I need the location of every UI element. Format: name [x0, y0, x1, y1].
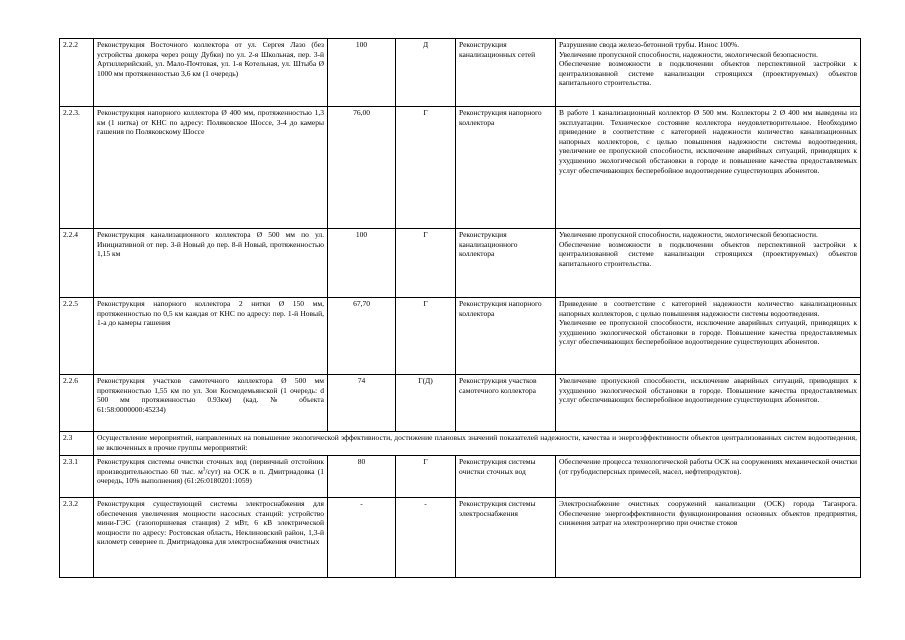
- item-justification: [556, 229, 861, 298]
- item-measure-name: Реконструкция участков самотечного коллектора: [456, 375, 556, 432]
- item-category: -: [396, 498, 456, 578]
- item-measure-name: Реконструкция системы очистки сточных вод: [456, 456, 556, 498]
- justification-paragraph: Обеспечение возможности в подключении объектов перспективной застройки к централизованной системе канализации строящихся (проектируемых) объектов капитального строительства.: [559, 59, 857, 88]
- item-cost: 76,00: [328, 107, 396, 229]
- justification-paragraph: Увеличение пропускной способности, надежности, экологической безопасности.: [559, 230, 818, 239]
- section-row: [60, 432, 861, 456]
- item-number: 2.2.3.: [60, 107, 94, 229]
- item-measure-name: Реконструкция системы электроснабжения: [456, 498, 556, 578]
- item-description: Реконструкция участков самотечного коллектора Ø 500 мм протяженностью 1,55 км по ул. Зои Космодемьянской (1 очередь: d 500 мм протяженностью 0.93км) (кад. № объекта 61:58:0000000:45234): [94, 375, 328, 432]
- item-category: Г(Д): [396, 375, 456, 432]
- item-category: Г: [396, 107, 456, 229]
- item-number: 2.2.4: [60, 229, 94, 298]
- item-measure-name: Реконструкция напорного коллектора: [456, 107, 556, 229]
- justification-paragraph: Электроснабжение очистных сооружений канализации (ОСК) города Таганрога. Обеспечение энергоэффективности функционирования основных объектов предприятия, снижения затрат на электроэнергию при очистке стоков: [559, 499, 857, 528]
- item-category: Г: [396, 229, 456, 298]
- item-description: Реконструкция канализационного коллектора Ø 500 мм по ул. Инициативной от пер. 3-й Новый до пер. 8-й Новый, протяженностью 1,15 км: [94, 229, 328, 298]
- section-number: 2.3: [60, 432, 94, 456]
- item-number: 2.2.6: [60, 375, 94, 432]
- justification-paragraph: Обеспечение возможности в подключении объектов перспективной застройки к централизованной системе канализации строящихся (проектируемых) объектов капитального строительства.: [559, 239, 857, 268]
- item-number: 2.2.5: [60, 298, 94, 375]
- item-cost: 67,70: [328, 298, 396, 375]
- item-measure-name: Реконструкция напорного коллектора: [456, 298, 556, 375]
- item-justification: [556, 456, 861, 498]
- item-description: Реконструкция Восточного коллектора от ул. Сергея Лазо (без устройства дюкера через рощу Дубки) по ул. 2-я Школьная, пер. 3-й Артиллерийский, ул. Мало-Почтовая, ул. 1-я Котельная, ул. Штыба Ø 1000 мм протяженностью 3,6 км (1 очередь): [94, 39, 328, 107]
- item-description: [94, 456, 328, 498]
- table-row: [60, 229, 861, 298]
- item-cost: 74: [328, 375, 396, 432]
- item-category: Г: [396, 456, 456, 498]
- justification-paragraph: Увеличение ее пропускной способности, исключение аварийных ситуаций, приводящих к ухудшению экологической обстановки в городе. Повышение качества предоставляемых услуг обеспечивающих бесперебойное водоотведение существующих абонентов.: [559, 318, 857, 347]
- justification-paragraph: Приведение в соответствие с категорией надежности количество канализационных напорных коллекторов, с целью повышения надежности системы водоотведения.: [559, 299, 857, 318]
- description-text-part: /сут) на ОСК в п. Дмитриадовка (1 очередь, 10% выполнения) (61:26:0180201:1059): [97, 466, 324, 486]
- item-category: Г: [396, 298, 456, 375]
- table-row: [60, 298, 861, 375]
- justification-paragraph: Обеспечение процесса технологической работы ОСК на сооружениях механической очистки (от грубодисперсных примесей, масел, нефтепродуктов).: [559, 457, 857, 476]
- table-row: [60, 39, 861, 107]
- item-number: 2.3.2: [60, 498, 94, 578]
- item-justification: [556, 107, 861, 229]
- table-row: [60, 375, 861, 432]
- item-category: Д: [396, 39, 456, 107]
- item-cost: 100: [328, 39, 396, 107]
- measures-table: [59, 38, 861, 578]
- table-row: [60, 498, 861, 578]
- item-measure-name: Реконструкция канализационных сетей: [456, 39, 556, 107]
- section-title: Осуществление мероприятий, направленных на повышение экологической эффективности, достижение плановых значений показателей надежности, качества и энергоэффективности объектов централизованных систем водоотведения, не включенных в прочие группы мероприятий:: [94, 432, 861, 456]
- item-description: Реконструкция существующей системы электроснабжения для обеспечения увеличения мощности насосных станций: устройство мини-ГЭС (газопоршневая станция) 2 мВт, 6 кВ электрической мощности по адресу: Ростовская область, Неклиновский район, 1,3-й километр севернее п. Дмитриадовка для электроснабжения очистных: [94, 498, 328, 578]
- item-cost: 80: [328, 456, 396, 498]
- item-measure-name: Реконструкция канализационного коллектора: [456, 229, 556, 298]
- item-justification: [556, 498, 861, 578]
- justification-paragraph: Разрушение свода железо-бетонной трубы. Износ 100%.: [559, 40, 740, 49]
- item-number: 2.3.1: [60, 456, 94, 498]
- superscript: 3: [202, 467, 206, 473]
- item-number: 2.2.2: [60, 39, 94, 107]
- item-justification: [556, 298, 861, 375]
- table-row: [60, 456, 861, 498]
- item-cost: -: [328, 498, 396, 578]
- description-text-part: Реконструкция системы очистки сточных вод (первичный отстойник производительностью 60 тыс. м: [97, 457, 324, 476]
- item-justification: [556, 39, 861, 107]
- justification-paragraph: Увеличение пропускной способности, надежности, экологической безопасности.: [559, 49, 818, 59]
- item-description: Реконструкция напорного коллектора 2 нитки Ø 150 мм, протяженностью по 0,5 км каждая от КНС по адресу: пер. 1-й Новый, 1-а до камеры гашения: [94, 298, 328, 375]
- item-cost: 100: [328, 229, 396, 298]
- justification-paragraph: В работе 1 канализационный коллектор Ø 500 мм. Коллекторы 2 Ø 400 мм выведены из эксплуатации. Техническое состояние коллектора неудовлетворительное. Необходимо приведение в соответствие с категорией надежности количество канализационных напорных коллекторов, с целью повышения надежности системы водоотведения, увеличение ее пропускной способности, исключение аварийных ситуаций, приводящих к ухудшению экологической обстановки в городе и повышение качества предоставляемых услуг обеспечивающих бесперебойное водоотведение существующих абонентов.: [559, 108, 857, 175]
- justification-paragraph: Увеличение пропускной способности, исключение аварийных ситуаций, приводящих к ухудшению экологической обстановки в городе. Повышение качества предоставляемых услуг обеспечивающих бесперебойное водоотведение существующих абонентов.: [559, 376, 857, 405]
- table-row: [60, 107, 861, 229]
- item-description: Реконструкция напорного коллектора Ø 400 мм, протяженностью 1,3 км (1 нитка) от КНС по адресу: Поляковское Шоссе, 3-4 до камеры гашения по Поляковскому Шоссе: [94, 107, 328, 229]
- item-justification: [556, 375, 861, 432]
